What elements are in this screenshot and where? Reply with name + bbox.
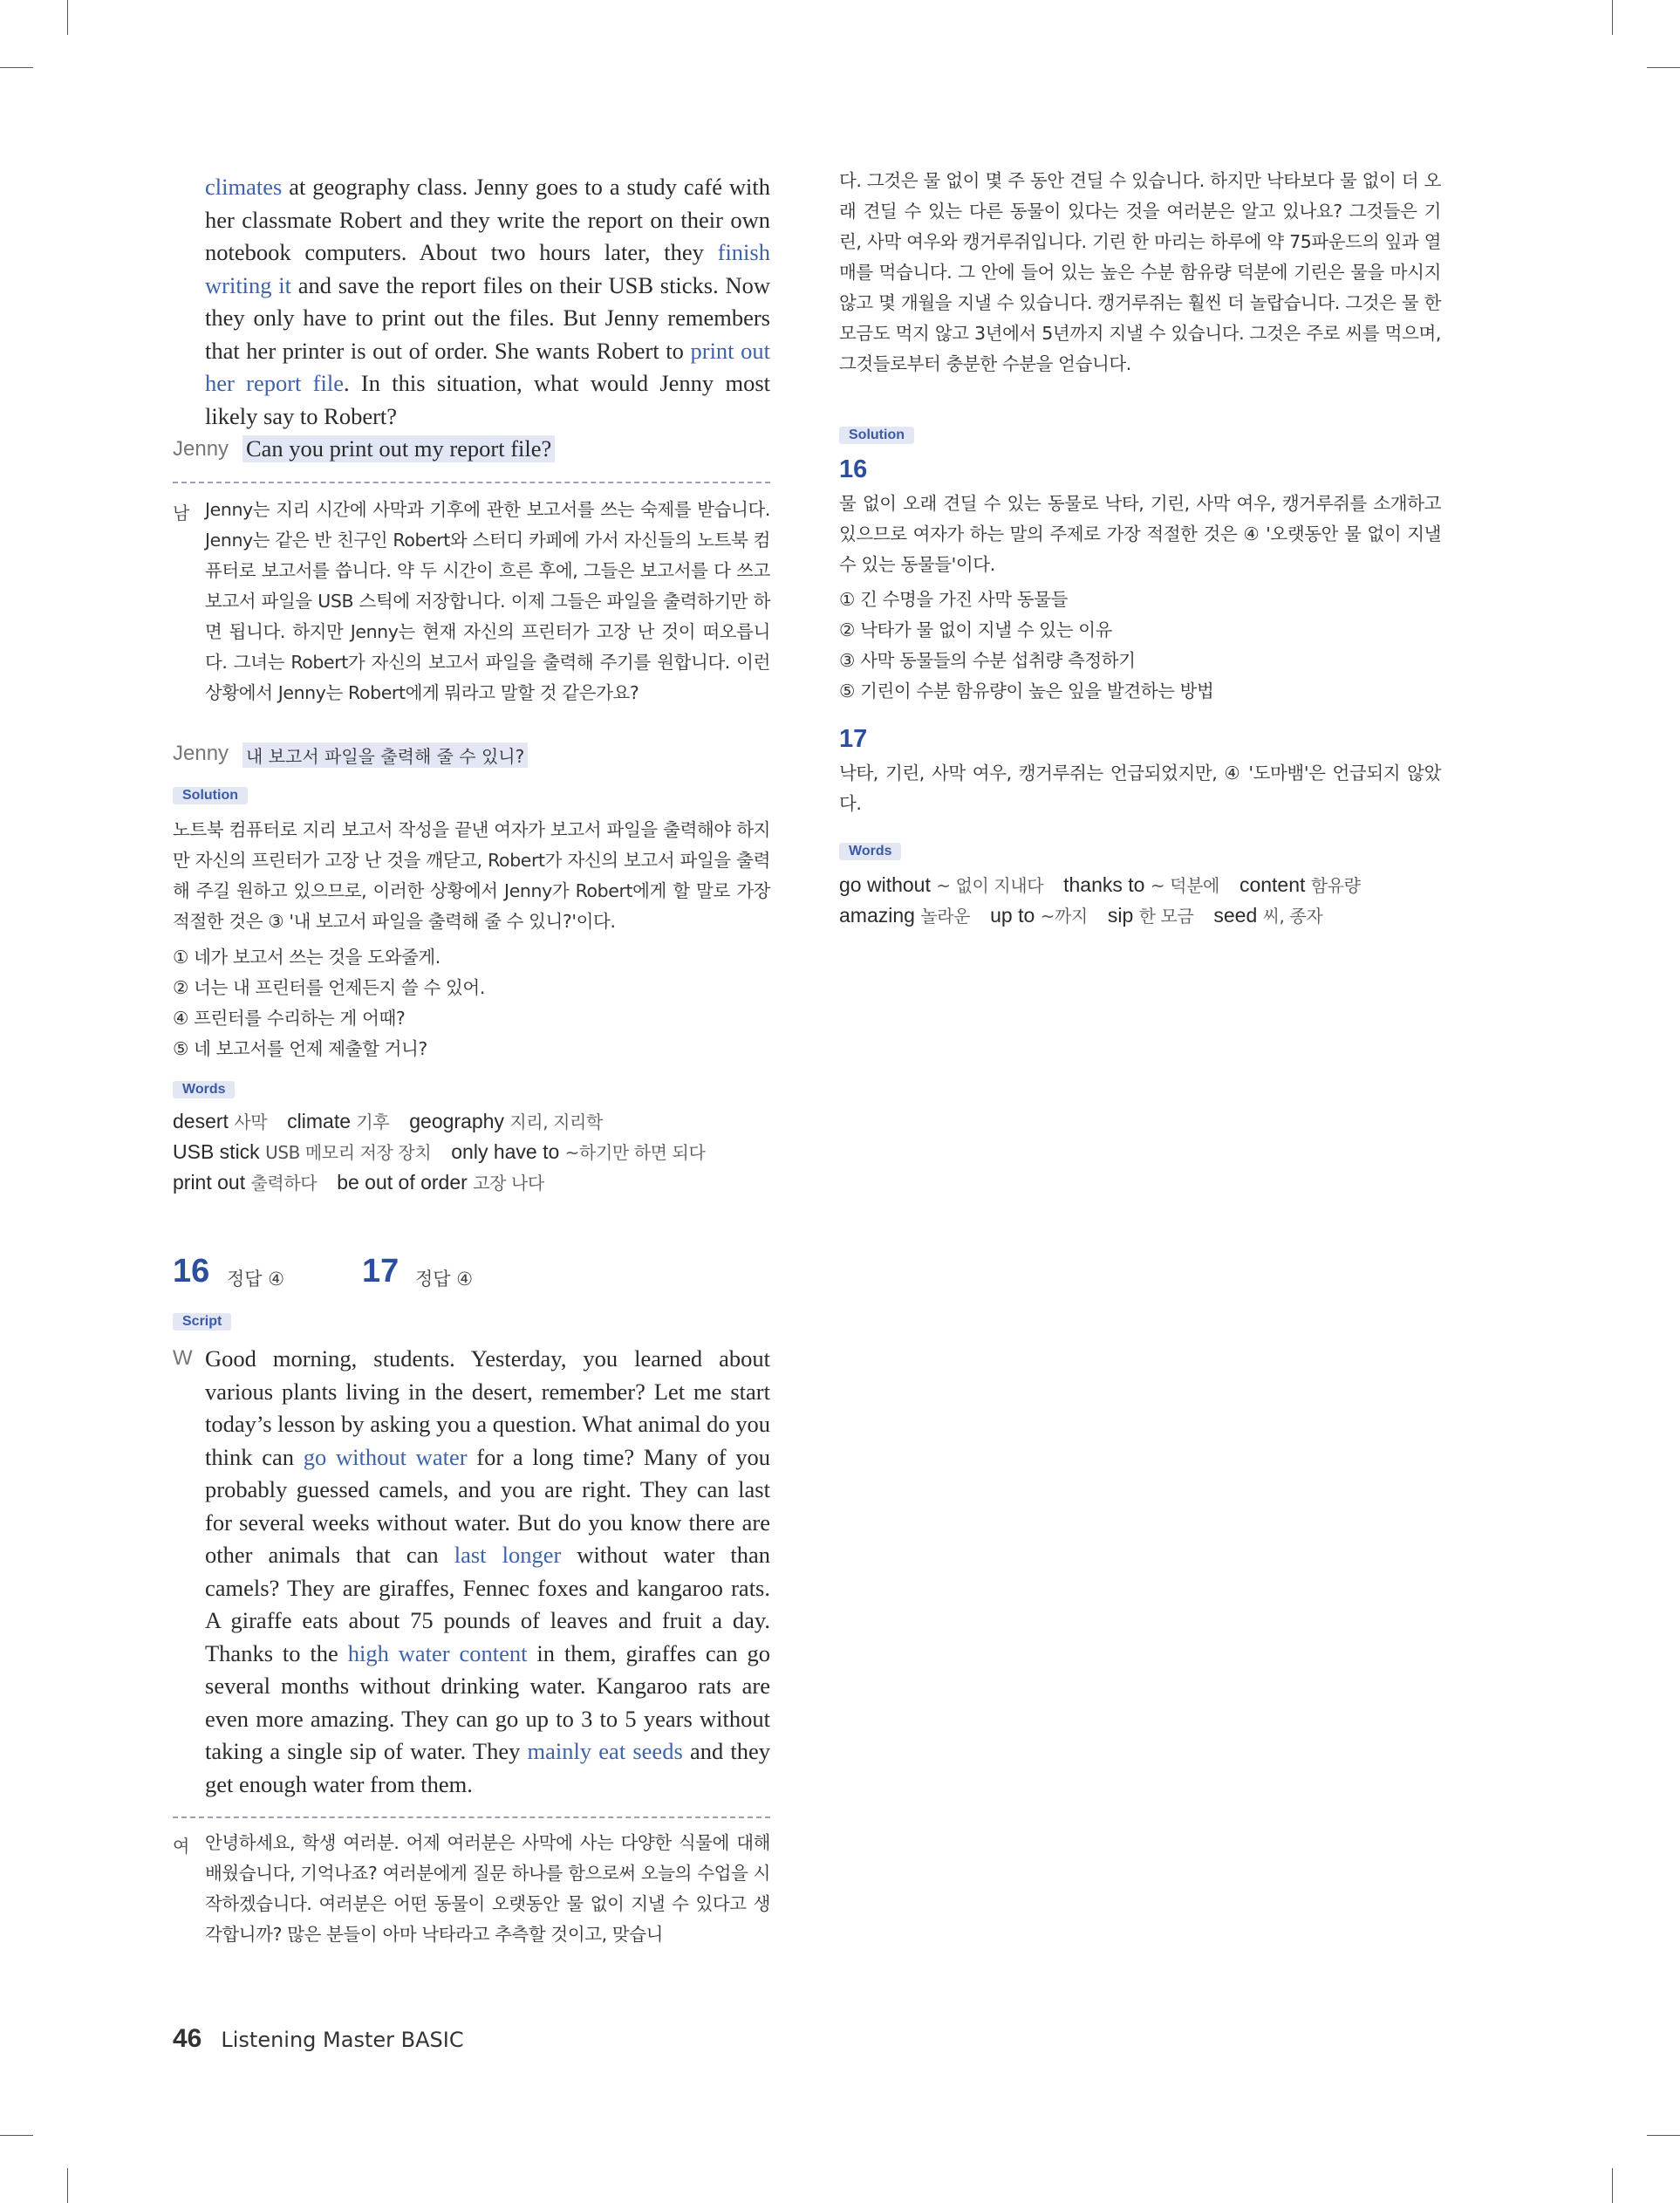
- vocab-term: up to: [990, 904, 1041, 927]
- crop-mark: [67, 2168, 68, 2203]
- solution-options: [173, 942, 770, 1064]
- vocab-term: content: [1239, 873, 1311, 896]
- answer-option: ② 낙타가 물 없이 지낼 수 있는 이유: [839, 619, 1113, 640]
- key-phrase: climates: [205, 174, 283, 200]
- vocab-meaning: 기후: [356, 1112, 390, 1132]
- vocab-term: thanks to: [1063, 873, 1151, 896]
- answer-option: ⑤ 네 보고서를 언제 제출할 거니?: [173, 1038, 427, 1059]
- answer-label-16: 정답 ④: [227, 1269, 285, 1290]
- vocab-term: geography: [409, 1110, 510, 1132]
- vocab-term: only have to: [451, 1140, 565, 1163]
- vocab-meaning: ~까지: [1040, 906, 1088, 927]
- solution-number-17: 17: [839, 725, 868, 753]
- speaker-label: Jenny: [173, 437, 229, 461]
- key-phrase: mainly eat seeds: [527, 1738, 683, 1764]
- crop-mark: [1647, 67, 1680, 68]
- passage-text: Good morning, students. Yesterday, you learned about various plants living in the desert, remember? Let me start today’s lesson by asking you a question. What animal do you think can: [205, 1345, 770, 1470]
- vocab-term: be out of order: [337, 1171, 474, 1194]
- vocab-term: seed: [1213, 904, 1263, 927]
- divider: [173, 482, 770, 483]
- words-list: [839, 870, 1441, 931]
- key-phrase: high water content: [347, 1639, 528, 1666]
- crop-mark: [1612, 0, 1613, 35]
- vocab-meaning: 지리, 지리학: [509, 1112, 603, 1132]
- answer-option: ① 긴 수명을 가진 사막 동물들: [839, 589, 1068, 610]
- words-row: [839, 900, 1441, 931]
- solution-tag: Solution: [839, 427, 914, 444]
- passage-text: and they get enough water from them.: [205, 1738, 771, 1797]
- speaker-label: Jenny: [173, 742, 229, 765]
- words-list: [173, 1106, 770, 1198]
- answer-option: ② 너는 내 프린터를 언제든지 쓸 수 있어.: [173, 977, 485, 998]
- passage-text: in them, giraffes can go several months without drinking water. Kangaroo rats are even more amazing. They can go up to 3 to 5 years without taking a single sip of water. They: [205, 1639, 770, 1764]
- answer-label-17: 정답 ④: [415, 1269, 474, 1290]
- passage-text: for a long time? Many of you probably guessed camels, and you are right. They can last for several weeks without water. But do you know there are other animals that can: [205, 1443, 771, 1568]
- answer-option: ③ 사막 동물들의 수분 섭취량 측정하기: [839, 650, 1136, 671]
- vocab-term: desert: [173, 1110, 235, 1132]
- vocab-meaning: 출력하다: [250, 1173, 318, 1194]
- vocab-meaning: 씨, 종자: [1262, 906, 1323, 927]
- key-phrase: last longer: [454, 1542, 562, 1568]
- vocab-meaning: 함유량: [1310, 875, 1361, 896]
- divider: [173, 1816, 770, 1818]
- speaker-label: 남: [173, 503, 190, 523]
- passage-text: . In this situation, what would Jenny most likely say to Robert?: [205, 370, 770, 429]
- key-phrase: print out her report file: [205, 337, 770, 396]
- crop-mark: [0, 67, 33, 68]
- vocab-term: go without: [839, 873, 937, 896]
- crop-mark: [1647, 2135, 1680, 2136]
- solution-options-16: [839, 585, 1441, 707]
- words-row: [173, 1106, 770, 1137]
- translation-continued: 다. 그것은 물 없이 몇 주 동안 견딜 수 있습니다. 하지만 낙타보다 물 없이 더 오래 견딜 수 있는 다른 동물이 있다는 것을 여러분은 알고 있나요? 그것들은 기린, 사막 여우와 캥거루쥐입니다. 기린 한 마리는 하루에 약 75파운드의 잎과 열매를 먹습니다. 그 안에 들어 있는 높은 수분 함유량 덕분에 기린은 물을 마시지 않고 몇 개월을 지낼 수 있습니다. 캥거루쥐는 훨씬 더 놀랍습니다. 그것은 물 한 모금도 먹지 않고 3년에서 5년까지 지낼 수 있습니다. 그것은 주로 씨를 먹으며, 그것들로부터 충분한 수분을 얻습니다.: [839, 170, 1441, 374]
- words-row: [173, 1167, 770, 1198]
- solution-text-16: 물 없이 오래 견딜 수 있는 동물로 낙타, 기린, 사막 여우, 캥거루쥐를 소개하고 있으므로 여자가 하는 말의 주제로 가장 적절한 것은 ④ '오랫동안 물 없이 지낼 수 있는 동물들'이다.: [839, 493, 1441, 575]
- vocab-term: climate: [287, 1110, 357, 1132]
- words-tag: Words: [173, 1081, 235, 1098]
- vocab-meaning: ~ 없이 지내다: [936, 875, 1044, 896]
- script-text: [205, 1343, 770, 1801]
- vocab-meaning: ~ 덕분에: [1150, 875, 1219, 896]
- crop-mark: [1612, 2168, 1613, 2203]
- answer-option: ④ 프린터를 수리하는 게 어때?: [173, 1008, 406, 1029]
- script-tag: Script: [173, 1313, 231, 1331]
- answer-number-16: 16: [173, 1253, 210, 1290]
- vocab-meaning: USB 메모리 저장 장치: [265, 1142, 432, 1163]
- answer-option: ⑤ 기린이 수분 함유량이 높은 잎을 발견하는 방법: [839, 681, 1214, 701]
- solution-text: 노트북 컴퓨터로 지리 보고서 작성을 끝낸 여자가 보고서 파일을 출력해야 하지만 자신의 프린터가 고장 난 것을 깨닫고, Robert가 자신의 보고서 파일을 출력해 주길 원하고 있으므로, 이러한 상황에서 Jenny가 Robert에게 할 말로 가장 적절한 것은 ③ '내 보고서 파일을 출력해 줄 수 있니?'이다.: [173, 819, 770, 932]
- passage-top: [205, 171, 770, 433]
- key-phrase: finish writing it: [205, 239, 770, 298]
- passage-text: without water than camels? They are giraffes, Fennec foxes and kangaroo rats. A giraffe eats about 75 pounds of leaves and fruit a day. Thanks to the: [205, 1542, 771, 1666]
- script-translation-text: 안녕하세요, 학생 여러분. 어제 여러분은 사막에 사는 다양한 식물에 대해 배웠습니다, 기억나죠? 여러분에게 질문 하나를 함으로써 오늘의 수업을 시작하겠습니다. 여러분은 어떤 동물이 오랫동안 물 없이 지낼 수 있다고 생각합니까? 많은 분들이 아마 낙타라고 추측할 것이고, 맞습니: [205, 1832, 770, 1945]
- crop-mark: [0, 2135, 33, 2136]
- vocab-meaning: 고장 나다: [473, 1173, 544, 1194]
- words-tag: Words: [839, 843, 901, 860]
- speaker-label: W: [173, 1346, 193, 1370]
- vocab-term: USB stick: [173, 1140, 266, 1163]
- vocab-meaning: ~하기만 하면 되다: [564, 1142, 706, 1163]
- page-number: 46: [173, 2024, 202, 2053]
- vocab-term: sip: [1107, 904, 1139, 927]
- page-footer: [173, 2024, 464, 2054]
- vocab-term: print out: [173, 1171, 251, 1194]
- answer-option: ① 네가 보고서 쓰는 것을 도와줄게.: [173, 947, 440, 968]
- answer-number-17: 17: [362, 1253, 400, 1290]
- vocab-meaning: 사막: [234, 1112, 268, 1132]
- answer-highlight: Can you print out my report file?: [242, 435, 555, 462]
- solution-text-17: 낙타, 기린, 사막 여우, 캥거루쥐는 언급되었지만, ④ '도마뱀'은 언급되지 않았다.: [839, 763, 1441, 814]
- vocab-term: amazing: [839, 904, 921, 927]
- book-title: Listening Master BASIC: [221, 2028, 464, 2052]
- vocab-meaning: 놀라운: [920, 906, 971, 927]
- crop-mark: [67, 0, 68, 35]
- speaker-label: 여: [173, 1836, 190, 1857]
- solution-number-16: 16: [839, 455, 868, 483]
- passage-text: at geography class. Jenny goes to a study café with her classmate Robert and they write the report on their own notebook computers. About two hours later, they: [205, 174, 770, 265]
- translation-text: Jenny는 지리 시간에 사막과 기후에 관한 보고서를 쓰는 숙제를 받습니다. Jenny는 같은 반 친구인 Robert와 스터디 카페에 가서 자신들의 노트북 컴퓨터로 보고서를 씁니다. 약 두 시간이 흐른 후에, 그들은 보고서를 다 쓰고 보고서 파일을 USB 스틱에 저장합니다. 이제 그들은 파일을 출력하기만 하면 됩니다. 하지만 Jenny는 현재 자신의 프린터가 고장 난 것이 떠오릅니다. 그녀는 Robert가 자신의 보고서 파일을 출력해 주기를 원합니다. 이런 상황에서 Jenny는 Robert에게 뭐라고 말할 것 같은가요?: [205, 499, 770, 703]
- answer-highlight: 내 보고서 파일을 출력해 줄 수 있니?: [242, 742, 528, 768]
- words-row: [839, 870, 1441, 900]
- vocab-meaning: 한 모금: [1138, 906, 1194, 927]
- words-row: [173, 1137, 770, 1167]
- passage-text: and save the report files on their USB sticks. Now they only have to print out the files. But Jenny remembers that her printer is out of order. She wants Robert to: [205, 271, 770, 364]
- key-phrase: go without water: [303, 1443, 468, 1470]
- solution-tag: Solution: [173, 787, 248, 804]
